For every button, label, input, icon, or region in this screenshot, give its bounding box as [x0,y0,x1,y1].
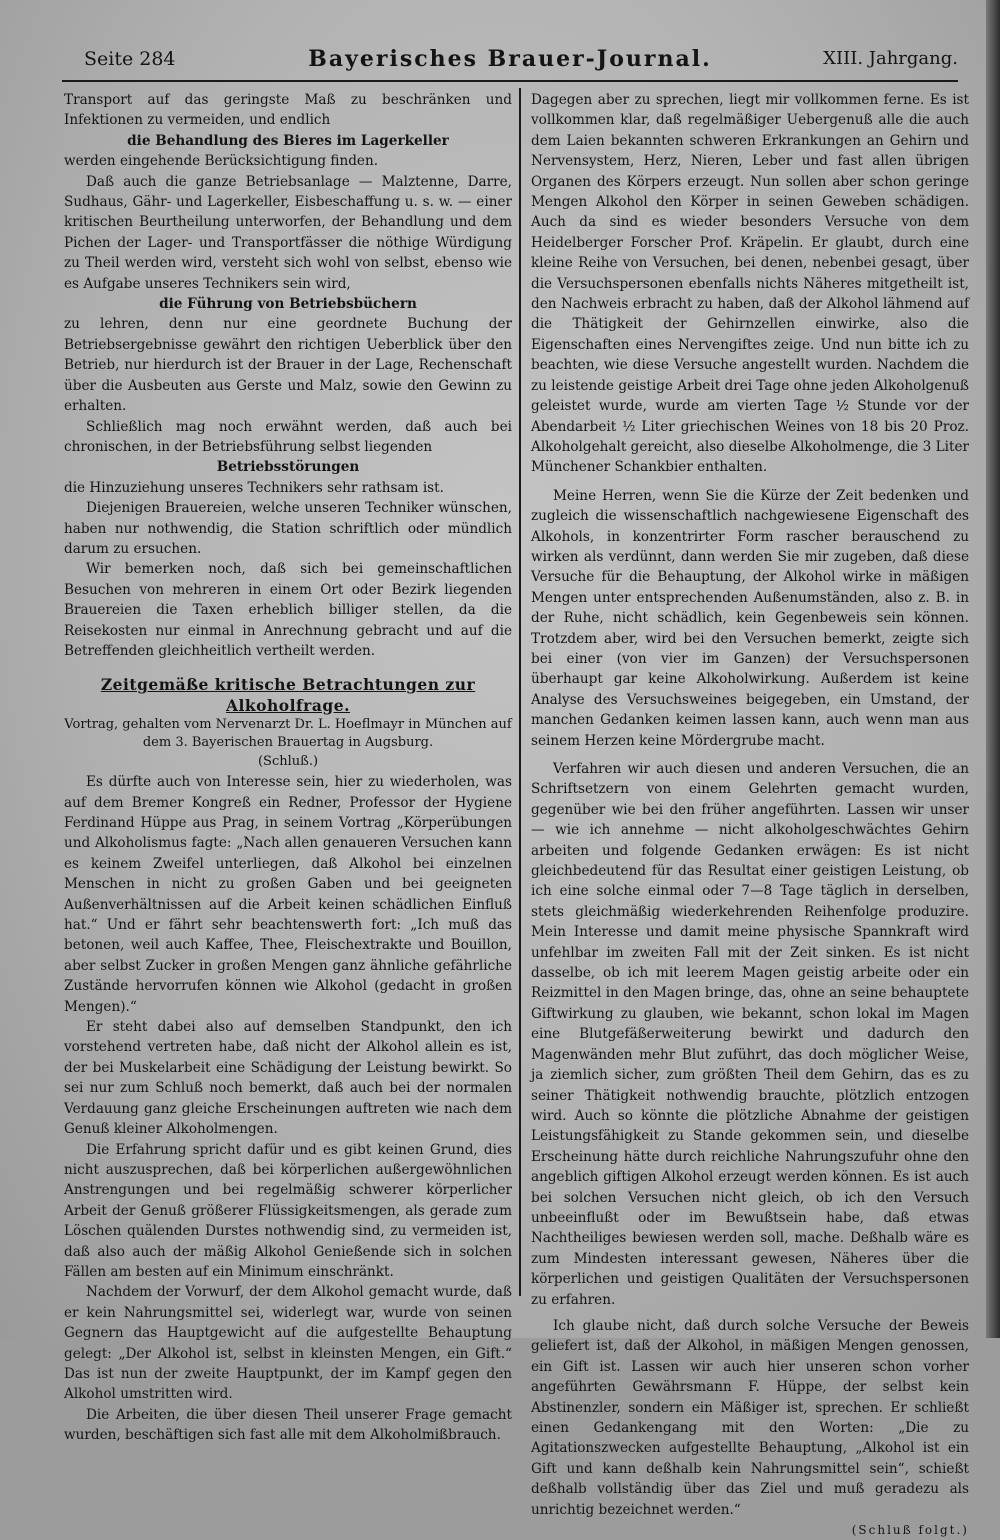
column-divider [519,88,521,1296]
paragraph: Wir bemerken noch, daß sich bei gemeinschaftlichen Besuchen von mehreren in einem Ort oder Bezirk liegenden Brauereien die Taxen erheblich billiger stellen, da die Reisekosten nur einmal in Anrechnung gebracht und auf die Betreffenden gleichheitlich vertheilt werden. [64,561,512,659]
volume-label: XIII. Jahrgang. [823,48,958,69]
paragraph: werden eingehende Berücksichtigung finden. [64,153,379,170]
paragraph: Meine Herren, wenn Sie die Kürze der Zeit bedenken und zugleich die wissenschaftlich nachgewiesene Eigenschaft des Alkohols, in konzentrirter Form rascher berauschend zu wirken als verdünnt, dann werden Sie mir zugeben, daß diese Versuche für die Behauptung, der Alkohol wirke in mäßigen Mengen unter entsprechenden Außenumständen, also z. B. in der Ruhe, nicht schädlich, kein Gegenbeweis sein können. Trotzdem aber, wird bei den Versuchen bemerkt, zeigte sich bei einer (von vier im Ganzen) der Versuchspersonen überhaupt gar keine Alkoholwirkung. Außerdem ist keine Analyse des Versuchsweines beigegeben, ein Umstand, der manchen Gedanken keimen lassen kann, auch wenn man aus seinem Herzen keine Mördergrube macht. [531,487,969,749]
header-rule [62,80,958,82]
page-number: Seite 284 [84,48,176,70]
journal-title: Bayerisches Brauer-Journal. [308,46,712,72]
paragraph: Daß auch die ganze Betriebsanlage — Malztenne, Darre, Sudhaus, Gähr- und Lagerkeller, Eisbeschaffung u. s. w. — einer kritischen Beurtheilung unterworfen, der Behandlung und dem Pichen der Lager- und Transportfässer die nöthige Würdigung zu Theil werden wird, versteht sich wohl von selbst, ebenso wie es Aufgabe unseres Technikers sein wird, [64,173,512,292]
section-heading: Betriebsstörungen [216,459,360,476]
right-column [531,90,969,1538]
paragraph: Diejenigen Brauereien, welche unseren Techniker wünschen, haben nur nothwendig, die Station schriftlich oder mündlich darum zu ersuchen. [64,500,512,557]
paragraph: Ich glaube nicht, daß durch solche Versuche der Beweis geliefert ist, daß der Alkohol, in mäßigen Mengen genossen, ein Gift ist. Lassen wir auch hier unseren schon vorher angeführten Gewährsmann F. Hüppe, der selbst kein Abstinenzler, sondern ein Mäßiger ist, sprechen. Er schließt einen Gedankengang mit den Worten: „Die zu Agitationszwecken aufgestellte Behauptung, „Alkohol ist ein Gift und kann deßhalb kein Nahrungsmittel sein“, schießt deßhalb vollständig über das Ziel und muß geradezu als unrichtig bezeichnet werden.“ [531,1317,969,1518]
left-column [64,90,512,1444]
paragraph: Dagegen aber zu sprechen, liegt mir vollkommen ferne. Es ist vollkommen klar, daß regelmäßiger Uebergenuß alle die auch dem Laien bekannten schweren Erkrankungen an Gehirn und Nervensystem, Herz, Nieren, Leber und fast allen übrigen Organen des Körpers erzeugt. Nun sollen aber schon geringe Mengen Alkohol den Körper in seinen Geweben schädigen. Auch da sind es wieder besonders Versuche von dem Heidelberger Forscher Prof. Kräpelin. Er glaubt, durch eine kleine Reihe von Versuchen, bei denen, nebenbei gesagt, über die Versuchspersonen ebenfalls nichts Näheres mitgetheilt ist, den Nachweis erbracht zu haben, daß der Alkohol lähmend auf die Thätigkeit der Gehirnzellen einwirke, also die Eigenschaften eines Nervengiftes zeige. Und nun bitte ich zu beachten, wie diese Versuche angestellt wurden. Nachdem die zu leistende geistige Arbeit drei Tage ohne jeden Alkoholgenuß geleistet wurde, wurde am vierten Tage ½ Stunde vor der Abendarbeit ½ Liter griechischen Weines von 18 bis 20 Proz. Alkoholgehalt gereicht, also dieselbe Alkoholmenge, die 3 Liter Münchener Schankbier enthalten. [531,92,969,476]
paragraph: Verfahren wir auch diesen und anderen Versuchen, die an Schriftsetzern von einem Gelehrten gemacht wurden, gegenüber wie bei den früher angeführten. Lassen wir unser — wie ich annehme — nicht alkoholgeschwächtes Gehirn arbeiten und folgende Gedanken erwägen: Es ist nicht gleichbedeutend für das Resultat einer geistigen Leistung, ob ich eine solche einmal oder 7—8 Tage täglich in derselben, stets gleichmäßig wiederkehrenden Reihenfolge produzire. Mein Interesse und damit meine physische Spannkraft wird unfehlbar im zweiten Fall mit der Zeit sinken. Es ist nicht dasselbe, ob ich mit leerem Magen geistig arbeite oder ein Reizmittel in den Magen bringe, das, ohne an seine behauptete Giftwirkung zu glauben, wie bekannt, schon lokal im Magen eine Blutgefäßerweiterung bewirkt und dadurch den Magenwänden mehr Blut zuführt, das doch möglicher Weise, ja ziemlich sicher, zum größten Theil dem Gehirn, das es zu seiner Thätigkeit nothwendig brauchte, plötzlich entzogen wird. Auch so könnte die plötzliche Abnahme der geistigen Leistungsfähigkeit zu Stande gekommen sein, und dieselbe Erscheinung hätte durch reichliche Nahrungszufuhr ohne den angeblich giftigen Alkohol erzeugt werden können. Es ist auch bei solchen Versuchen nicht gleich, ob ich den Versuch unbeeinflußt oder im Bewußtsein habe, daß etwas Nachtheiliges bewiesen werden soll, mache. Deßhalb wäre es zum Mindesten interessant gewesen, Näheres über die körperlichen und geistigen Qualitäten der Versuchspersonen zu erfahren. [531,761,969,1308]
paragraph: Schließlich mag noch erwähnt werden, daß auch bei chronischen, in der Betriebsführung selbst liegenden [64,418,512,455]
page-header [62,44,958,74]
paragraph: Nachdem der Vorwurf, der dem Alkohol gemacht wurde, daß er kein Nahrungsmittel sei, widerlegt war, wurde von seinen Gegnern das Hauptgewicht auf die aufgestellte Behauptung gelegt: „Der Alkohol ist, selbst in kleinsten Mengen, ein Gift.“ Das ist nun der zweite Hauptpunkt, der im Kampf gegen den Alkohol umstritten wird. [64,1284,512,1403]
section-heading: die Führung von Betriebsbüchern [159,296,417,313]
paragraph: zu lehren, denn nur eine geordnete Buchung der Betriebsergebnisse gewährt den richtigen Ueberblick über den Betrieb, nur hierdurch ist der Brauer in der Lage, Rechenschaft über die Ausbeuten aus Gerste und Malz, sowie den Gewinn zu erhalten. [64,316,512,415]
continuation-footer: (Schluß folgt.) [851,1523,969,1538]
paragraph: die Hinzuziehung unseres Technikers sehr rathsam ist. [64,479,444,496]
scan-edge-shadow [986,0,1000,1338]
article-subtitle: Vortrag, gehalten vom Nervenarzt Dr. L. Hoeflmayr in München auf dem 3. Bayerischen Brauertag in Augsburg. [64,717,512,751]
section-heading: die Behandlung des Bieres im Lagerkeller [127,132,449,149]
paragraph: Die Arbeiten, die über diesen Theil unserer Frage gemacht wurden, beschäftigen sich fast alle mit dem Alkoholmißbrauch. [64,1406,512,1444]
paragraph: Die Erfahrung spricht dafür und es gibt keinen Grund, dies nicht auszusprechen, daß bei körperlichen außergewöhnlichen Anstrengungen und bei regelmäßig schwerer körperlicher Arbeit der Genuß größerer Flüssigkeitsmengen, als gerade zum Löschen quälenden Durstes nothwendig sind, zu vermeiden ist, daß also auch der mäßig Alkohol Genießende sich in solchen Fällen am besten auf ein Minimum einschränkt. [64,1141,512,1280]
paragraph: Er steht dabei also auf demselben Standpunkt, den ich vorstehend vertreten habe, daß nicht der Alkohol allein es ist, der bei Muskelarbeit eine Schädigung der Leistung bewirkt. So sei nur zum Schluß noch bemerkt, daß auch bei der normalen Verdauung ganz gleiche Erscheinungen auftreten wie nach dem Genuß kleiner Alkoholmengen. [64,1019,512,1138]
article-title: Zeitgemäße kritische Betrachtungen zur Alkoholfrage. [100,675,476,715]
continuation-note: (Schluß.) [257,754,319,770]
paragraph: Transport auf das geringste Maß zu beschränken und Infektionen zu vermeiden, und endlich [64,92,512,129]
paragraph: Es dürfte auch von Interesse sein, hier zu wiederholen, was auf dem Bremer Kongreß ein Redner, Professor der Hygiene Ferdinand Hüppe aus Prag, in seinem Vortrag „Körperübungen und Alkoholismus fagte: „Nach allen genaueren Versuchen kann es keinem Zweifel unterliegen, daß Alkohol bei einzelnen Menschen in nicht zu großen Gaben und bei geeigneten Außenverhältnissen auf die Arbeit keinen schädlichen Einfluß hat.“ Und er fährt sehr beachtenswerth fort: „Ich muß das betonen, weil auch Kaffee, Thee, Fleischextrakte und Bouillon, aber selbst Zucker in großen Mengen ganz ähnliche gefährliche Zustände hervorrufen können wie Alkohol (gedacht in großen Mengen).“ [64,774,512,1015]
